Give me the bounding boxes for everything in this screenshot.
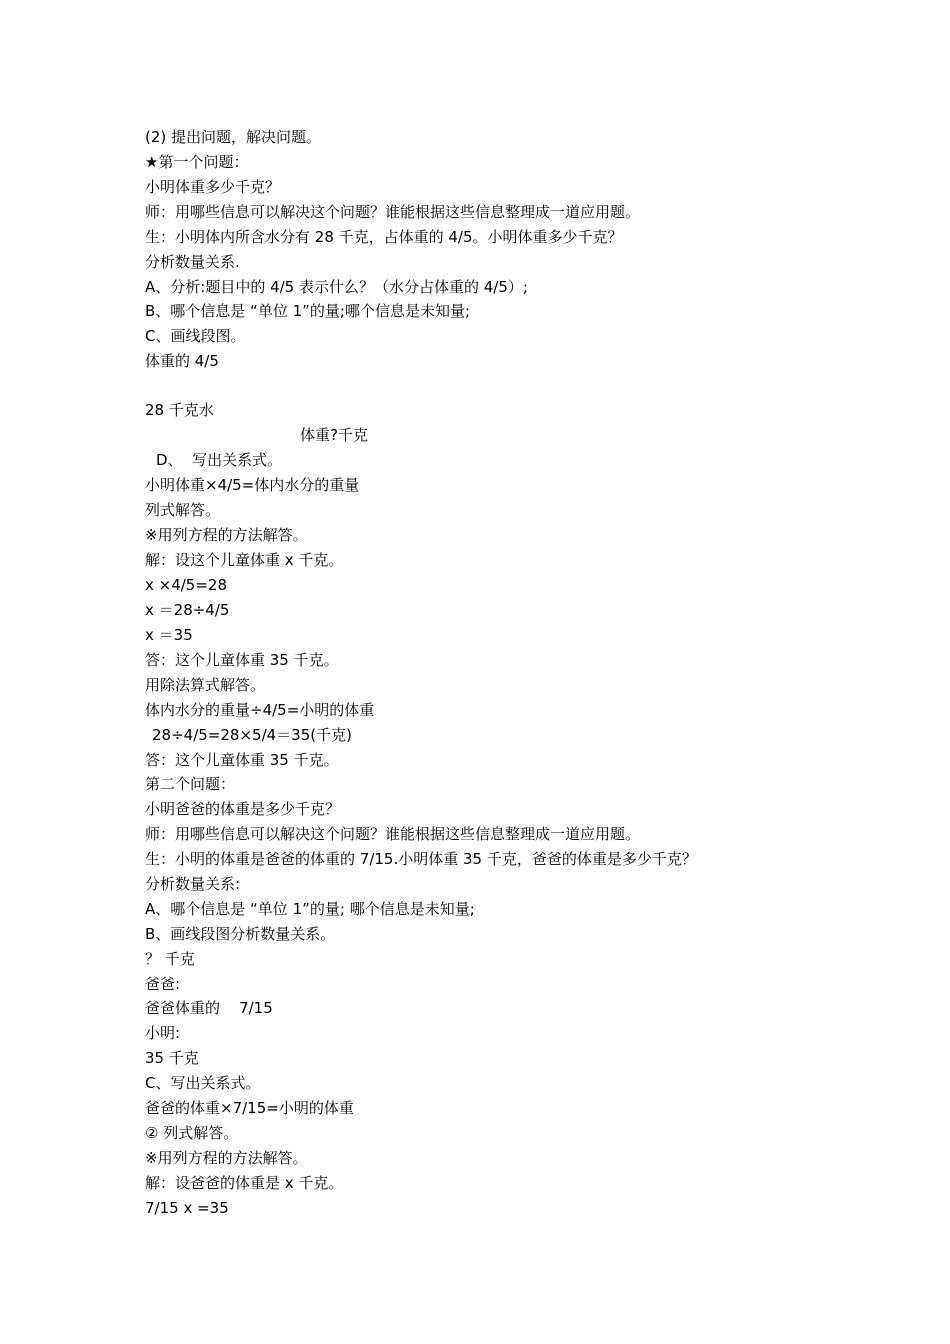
diagram-label: 体重的 4/5 — [145, 352, 219, 370]
diagram-label: 小明: — [145, 1024, 181, 1042]
diagram-label: ？ 千克 — [145, 950, 195, 968]
diagram-label: 35 千克 — [145, 1049, 199, 1067]
equation-line: 7/15 x =35 — [145, 1199, 229, 1217]
text-line: C、画线段图。 — [145, 327, 246, 345]
text-line: D、 写出关系式。 — [156, 451, 283, 469]
text-line: 列式解答。 — [145, 501, 221, 519]
text-line: 解：设爸爸的体重是 x 千克。 — [145, 1174, 344, 1192]
text-line: B、画线段图分析数量关系。 — [145, 925, 336, 943]
text-line: 用除法算式解答。 — [145, 676, 266, 694]
equation-line: 28÷4/5=28×5/4＝35(千克) — [152, 726, 352, 744]
text-line: 答：这个儿童体重 35 千克。 — [145, 651, 339, 669]
diagram-label: 爸爸体重的 7/15 — [145, 999, 273, 1017]
text-line: 师：用哪些信息可以解决这个问题？谁能根据这些信息整理成一道应用题。 — [145, 825, 641, 843]
text-line: 解：设这个儿童体重 x 千克。 — [145, 551, 344, 569]
text-line: C、写出关系式。 — [145, 1074, 261, 1092]
text-line: 分析数量关系: — [145, 875, 241, 893]
text-line: ★第一个问题： — [145, 153, 249, 171]
diagram-label: 体重?千克 — [300, 426, 368, 444]
text-line: 师：用哪些信息可以解决这个问题？谁能根据这些信息整理成一道应用题。 — [145, 203, 641, 221]
text-line: 分析数量关系. — [145, 253, 240, 271]
text-line: B、哪个信息是 “单位 1”的量;哪个信息是未知量; — [145, 302, 471, 320]
text-line: 体内水分的重量÷4/5=小明的体重 — [145, 701, 375, 719]
text-line: 生：小明的体重是爸爸的体重的 7/15.小明体重 35 千克，爸爸的体重是多少千克？ — [145, 850, 697, 868]
text-line: 小明体重多少千克？ — [145, 178, 281, 196]
diagram-label: 爸爸: — [145, 975, 181, 993]
text-line: A、哪个信息是 “单位 1”的量; 哪个信息是未知量; — [145, 900, 475, 918]
text-line: A、分析:题目中的 4/5 表示什么？（水分占体重的 4/5）; — [145, 278, 528, 296]
diagram-label: 28 千克水 — [145, 401, 214, 419]
text-line: ※用列方程的方法解答。 — [145, 526, 308, 544]
text-line: 爸爸的体重×7/15=小明的体重 — [145, 1099, 354, 1117]
text-line: 小明爸爸的体重是多少千克？ — [145, 800, 341, 818]
text-line: ※用列方程的方法解答。 — [145, 1149, 308, 1167]
text-line: (2) 提出问题，解决问题。 — [145, 128, 322, 146]
text-line: ② 列式解答。 — [145, 1124, 239, 1142]
text-line: 小明体重×4/5=体内水分的重量 — [145, 476, 360, 494]
equation-line: x ×4/5=28 — [145, 576, 228, 594]
text-line: 生：小明体内所含水分有 28 千克，占体重的 4/5。小明体重多少千克？ — [145, 228, 623, 246]
text-line: 第二个问题： — [145, 775, 236, 793]
equation-line: x ＝35 — [145, 626, 193, 644]
equation-line: x ＝28÷4/5 — [145, 601, 230, 619]
text-line: 答：这个儿童体重 35 千克。 — [145, 751, 339, 769]
